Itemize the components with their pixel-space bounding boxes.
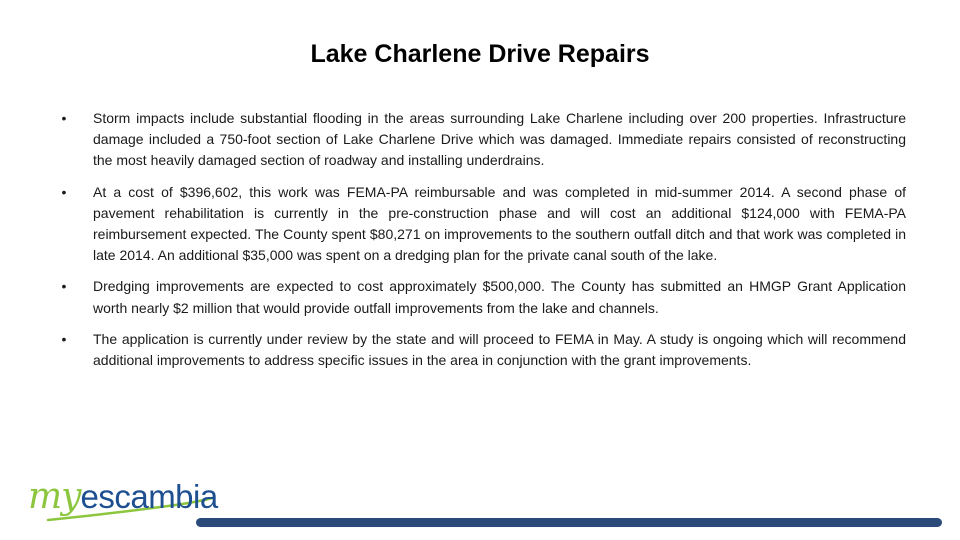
bullet-text: Storm impacts include substantial flooding in the areas surrounding Lake Charlene including over 200 properties. Infrastructure damage included a 750-foot section of Lake Charlene Drive which was damaged. Immediate repairs consisted of reconstructing the most heavily damaged section of roadway and installing underdrains. xyxy=(93,110,906,169)
bullet-item xyxy=(58,276,906,318)
bullet-marker: • xyxy=(61,183,67,200)
myescambia-logo xyxy=(28,476,218,534)
bullet-item xyxy=(58,182,906,267)
logo-wordmark xyxy=(28,476,218,517)
bullet-item xyxy=(58,108,906,172)
logo-prefix: my xyxy=(28,476,81,517)
footer-bar xyxy=(196,518,942,527)
bullet-text: The application is currently under review by the state and will proceed to FEMA in May. A study is ongoing which will recommend additional improvements to address specific issues in the area in conjunction with the grant improvements. xyxy=(93,330,906,369)
bullet-item xyxy=(58,329,906,371)
bullet-marker: • xyxy=(61,110,67,126)
bullet-marker: • xyxy=(61,330,67,347)
bullet-marker: • xyxy=(61,278,67,295)
logo-name: escambia xyxy=(80,478,218,515)
bullet-text: Dredging improvements are expected to cost approximately $500,000. The County has submitted an HMGP Grant Application worth nearly $2 million that would provide outfall improvements from the lake and channels. xyxy=(93,278,906,316)
bullet-list xyxy=(58,108,906,381)
slide-title: Lake Charlene Drive Repairs xyxy=(310,40,650,68)
bullet-text: At a cost of $396,602, this work was FEMA-PA reimbursable and was completed in mid-summer 2014. A second phase of pavement rehabilitation is currently in the pre-construction phase and will cost an additional $124,000 with FEMA-PA reimbursement expected. The County spent $80,271 on improvements to the southern outfall ditch and that work was completed in late 2014. An additional $35,000 was spent on a dredging plan for the private canal south of the lake. xyxy=(93,183,906,264)
